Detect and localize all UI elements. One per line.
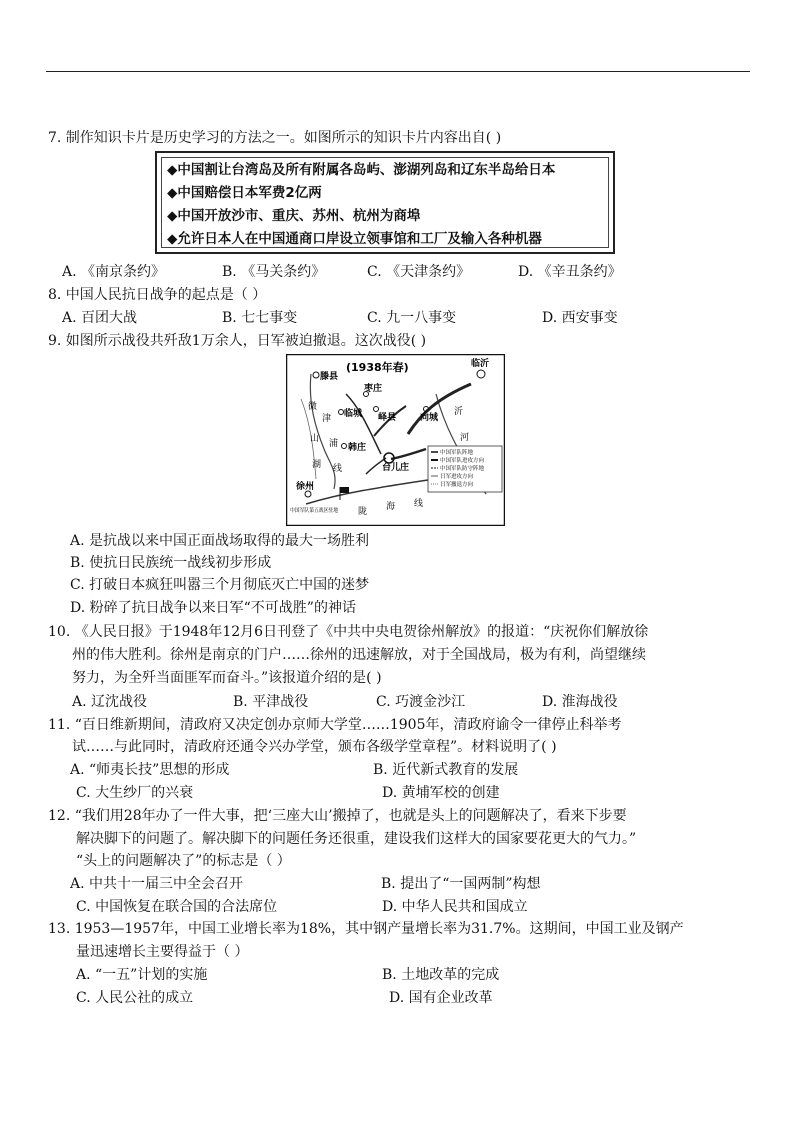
q8-option-d[interactable]: D. 西安事变 <box>542 310 618 326</box>
q11-option-a[interactable]: A. “师夷长技”思想的形成 <box>70 762 230 778</box>
q10-option-c[interactable]: C. 巧渡金沙江 <box>376 694 466 710</box>
q7-option-a[interactable]: A. 《南京条约》 <box>62 264 166 280</box>
q11-option-c[interactable]: C. 大生纱厂的兴衰 <box>76 785 194 801</box>
q8-option-c[interactable]: C. 九一八事变 <box>367 310 457 326</box>
q13-option-c[interactable]: C. 人民公社的成立 <box>76 990 194 1006</box>
map-label: 湖 <box>312 460 322 470</box>
q10-line: 州的伟大胜利。徐州是南京的门户……徐州的迅速解放，对于全国战局，极为有利，尚望继续 <box>72 647 646 663</box>
q10-line: 10. 《人民日报》于1948年12月6日刊登了《中共中央电贺徐州解放》的报道：“庆祝你们解放徐 <box>48 624 649 640</box>
map-place: 枣庄 <box>364 384 383 394</box>
map-label: 浦 <box>329 439 339 449</box>
q13-option-b[interactable]: B. 土地改革的完成 <box>382 967 500 983</box>
q10-option-b[interactable]: B. 平津战役 <box>233 694 309 710</box>
map-label: 沂 <box>454 407 464 417</box>
map-label: 山 <box>310 434 320 444</box>
map-label: 线 <box>414 499 424 509</box>
q12-line: “头上的问题解决了”的标志是（ ） <box>76 853 291 869</box>
q12-line: 12. “我们用28年办了一件大事，把‘三座大山’搬掉了，也就是头上的问题解决了，看来下步要 <box>48 808 627 824</box>
q10-option-a[interactable]: A. 辽沈战役 <box>72 694 148 710</box>
q13-option-d[interactable]: D. 国有企业改革 <box>389 990 493 1006</box>
q8-option-b[interactable]: B. 七七事变 <box>222 310 298 326</box>
map-place: 峄县 <box>378 413 397 423</box>
legend-item: 日军进攻方向 <box>440 474 474 480</box>
map-place: 向城 <box>420 413 439 423</box>
q12-option-d[interactable]: D. 中华人民共和国成立 <box>382 899 528 915</box>
q7-stem: 7. 制作知识卡片是历史学习的方法之一。如图所示的知识卡片内容出自( ) <box>48 130 502 146</box>
q9-stem: 9. 如图所示战役共歼敌1万余人，日军被迫撤退。这次战役( ) <box>48 333 427 349</box>
map-place: 徐州 <box>296 482 315 492</box>
q7-option-b[interactable]: B. 《马关条约》 <box>222 264 326 280</box>
map-place: 韩庄 <box>348 443 367 453</box>
q12-option-a[interactable]: A. 中共十一届三中全会召开 <box>70 876 244 892</box>
q9-option-d[interactable]: D. 粉碎了抗日战争以来日军“不可战胜”的神话 <box>70 600 356 616</box>
header-rule <box>46 71 750 72</box>
legend-item: 中国军队阵地 <box>440 450 474 456</box>
map-place: 临城 <box>344 409 363 419</box>
map-label: 陇 <box>358 507 368 517</box>
map-place: 滕县 <box>320 372 339 382</box>
map-label: 线 <box>333 464 343 474</box>
q9-option-c[interactable]: C. 打破日本疯狂叫嚣三个月彻底灭亡中国的迷梦 <box>70 577 370 593</box>
map-label: 津 <box>322 414 332 424</box>
legend-item: 日军撤退方向 <box>440 482 474 488</box>
q12-option-b[interactable]: B. 提出了“一国两制”构想 <box>381 876 541 892</box>
map-place: 临沂 <box>471 359 490 369</box>
q7-option-d[interactable]: D. 《辛丑条约》 <box>518 264 622 280</box>
map-note: 中国军队第五战区驻地 <box>290 508 346 514</box>
map-label: 微 <box>308 402 318 412</box>
q11-line: 11. “百日维新期间，清政府又决定创办京师大学堂……1905年，清政府谕令一律停止科举考 <box>48 717 622 733</box>
card-item: ◆允许日本人在中国通商口岸设立领事馆和工厂及输入各种机器 <box>167 231 542 247</box>
battle-map <box>286 354 505 526</box>
q10-option-d[interactable]: D. 淮海战役 <box>542 694 618 710</box>
knowledge-card <box>155 151 615 254</box>
q12-line: 解决脚下的问题了。解决脚下的问题任务还很重，建设我们这样大的国家要花更大的气力。” <box>76 831 637 847</box>
q11-option-d[interactable]: D. 黄埔军校的创建 <box>382 785 500 801</box>
q9-option-a[interactable]: A. 是抗战以来中国正面战场取得的最大一场胜利 <box>70 533 370 549</box>
card-item: ◆中国割让台湾岛及所有附属各岛屿、澎湖列岛和辽东半岛给日本 <box>167 162 556 178</box>
q8-stem: 8. 中国人民抗日战争的起点是（ ） <box>48 287 267 303</box>
q13-option-a[interactable]: A. “一五”计划的实施 <box>76 967 208 983</box>
q8-option-a[interactable]: A. 百团大战 <box>62 310 138 326</box>
legend-item: 中国军队进攻方向 <box>440 458 485 464</box>
map-title: (1938年春) <box>346 361 409 374</box>
flag-icon <box>340 487 349 493</box>
q13-line: 13. 1953—1957年，中国工业增长率为18%，其中钢产量增长率为31.7%。这期间，中国工业及钢产 <box>48 921 684 937</box>
legend-item: 中国军队防守阵地 <box>440 466 485 472</box>
map-label: 河 <box>460 433 470 443</box>
q10-line: 努力，为全歼当面匪军而奋斗。”该报道介绍的是( ) <box>72 670 382 686</box>
card-item: ◆中国赔偿日本军费2亿两 <box>167 185 322 201</box>
map-place: 台儿庄 <box>382 463 410 473</box>
q13-line: 量迅速增长主要得益于（ ） <box>76 944 249 960</box>
q9-option-b[interactable]: B. 使抗日民族统一战线初步形成 <box>70 555 272 571</box>
q12-option-c[interactable]: C. 中国恢复在联合国的合法席位 <box>76 899 278 915</box>
map-label: 海 <box>386 502 396 512</box>
q11-line: 试……与此同时，清政府还通令兴办学堂，颁布各级学堂章程”。材料说明了( ) <box>72 739 557 755</box>
q7-option-c[interactable]: C. 《天津条约》 <box>367 264 471 280</box>
q11-option-b[interactable]: B. 近代新式教育的发展 <box>373 762 519 778</box>
card-item: ◆中国开放沙市、重庆、苏州、杭州为商埠 <box>167 208 421 224</box>
